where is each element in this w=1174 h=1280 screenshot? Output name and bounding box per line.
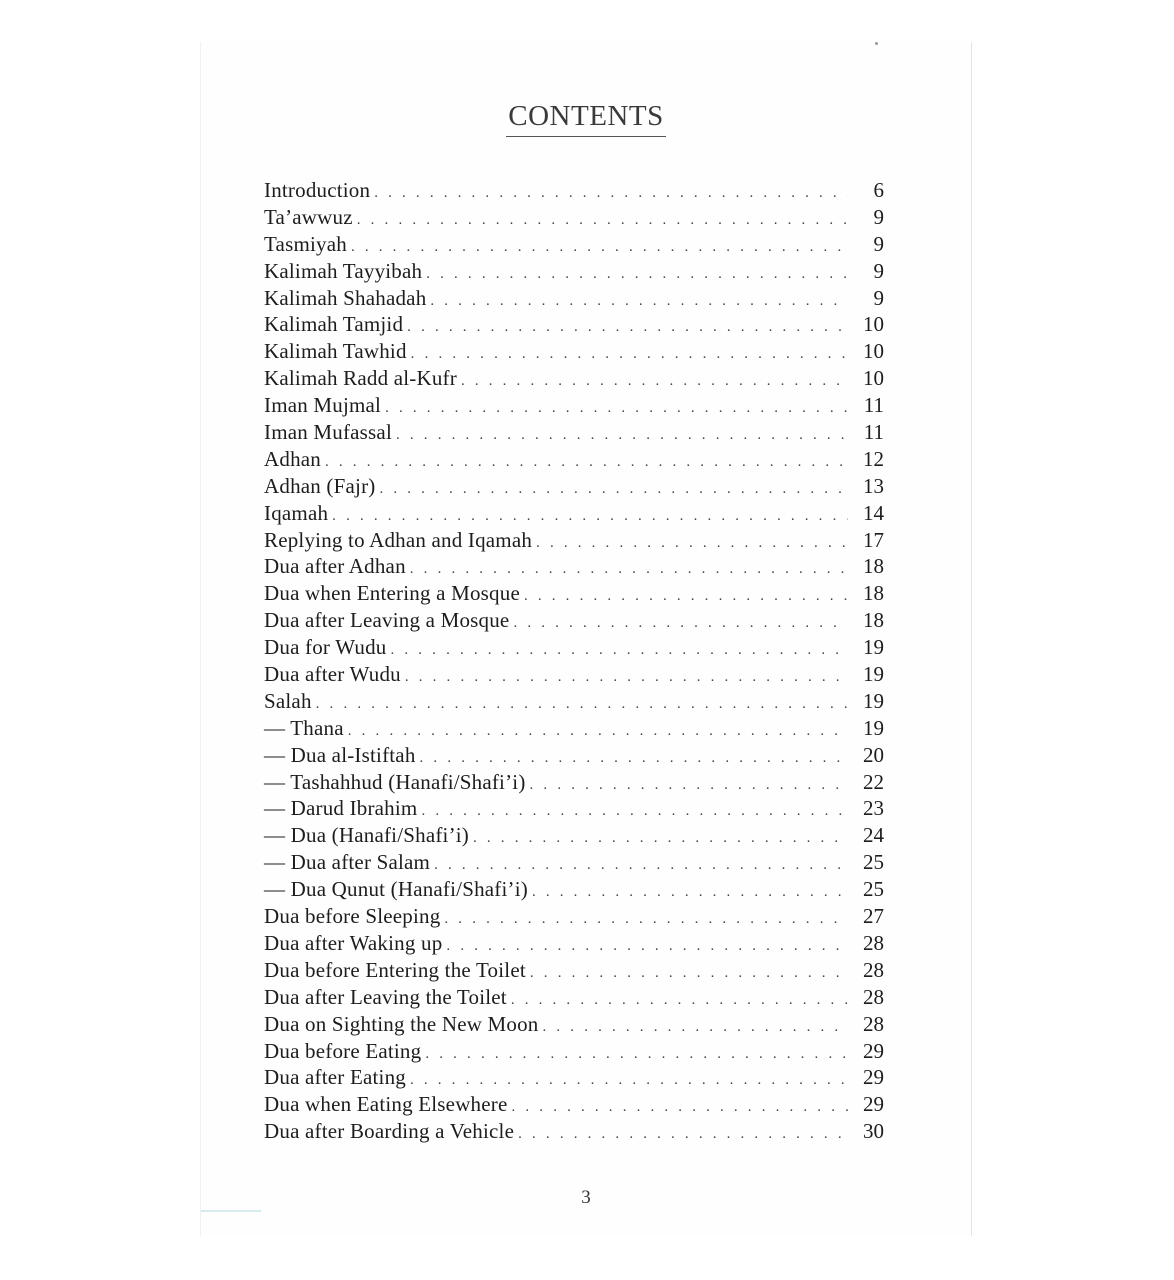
toc-entry — [264, 742, 884, 769]
dot-leader — [513, 610, 848, 637]
toc-entry-label: Replying to Adhan and Iqamah — [264, 527, 533, 552]
dot-leader — [426, 261, 848, 288]
toc-entry-page: 20 — [863, 742, 884, 767]
toc-entry-page: 14 — [863, 500, 884, 525]
toc-entry-label: Dua for Wudu — [264, 635, 387, 660]
toc-entry-page: 22 — [863, 769, 884, 794]
dot-leader — [446, 933, 848, 960]
dot-leader — [357, 207, 848, 234]
toc-entry-page: 25 — [863, 877, 884, 902]
toc-entry — [264, 1011, 884, 1038]
dot-leader — [421, 798, 848, 825]
toc-entry — [264, 258, 884, 285]
page-number: 3 — [581, 1187, 591, 1208]
toc-entry — [264, 338, 884, 365]
dot-leader — [461, 368, 848, 395]
book-page — [200, 42, 972, 1236]
toc-entry-label: — Darud Ibrahim — [264, 796, 418, 821]
dot-leader — [434, 852, 848, 879]
toc-entry — [264, 1091, 884, 1118]
toc-entry-label: Kalimah Tawhid — [264, 339, 407, 364]
toc-entry — [264, 1038, 884, 1065]
toc-entry-label: Adhan (Fajr) — [264, 473, 376, 498]
dot-leader — [411, 341, 848, 368]
toc-entry-label: Dua after Eating — [264, 1065, 406, 1090]
toc-entry-page: 28 — [863, 930, 884, 955]
toc-entry — [264, 231, 884, 258]
dot-leader — [518, 1121, 848, 1148]
toc-entry-page: 10 — [863, 312, 884, 337]
toc-entry — [264, 553, 884, 580]
dot-leader — [536, 530, 848, 557]
toc-entry-page: 11 — [863, 393, 884, 418]
dot-leader — [385, 395, 848, 422]
dot-leader — [420, 745, 848, 772]
toc-entry-page: 29 — [863, 1092, 884, 1117]
toc-entry-page: 18 — [863, 608, 884, 633]
dot-leader — [410, 1067, 848, 1094]
toc-entry — [264, 365, 884, 392]
toc-entry — [264, 204, 884, 231]
toc-entry-label: — Dua after Salam — [264, 850, 431, 875]
dot-leader — [530, 772, 848, 799]
toc-entry-label: Dua before Sleeping — [264, 904, 441, 929]
toc-entry — [264, 177, 884, 204]
toc-entry — [264, 527, 884, 554]
dot-leader — [524, 583, 848, 610]
dot-leader — [530, 960, 848, 987]
toc-entry-label: Dua on Sighting the New Moon — [264, 1011, 539, 1036]
toc-entry — [264, 715, 884, 742]
toc-entry-page: 10 — [863, 366, 884, 391]
toc-entry — [264, 392, 884, 419]
toc-entry-page: 19 — [863, 715, 884, 740]
toc-entry — [264, 446, 884, 473]
toc-entry — [264, 661, 884, 688]
toc-entry — [264, 688, 884, 715]
toc-entry — [264, 285, 884, 312]
toc-entry-page: 30 — [863, 1119, 884, 1144]
toc-entry-page: 28 — [863, 984, 884, 1009]
dot-leader — [316, 691, 848, 718]
toc-entry-label: Iman Mujmal — [264, 393, 382, 418]
toc-entry-label: — Dua (Hanafi/Shafi’i) — [264, 823, 469, 848]
dot-leader — [351, 234, 848, 261]
toc-entry-label: Kalimah Radd al-Kufr — [264, 366, 457, 391]
toc-entry-page: 18 — [863, 554, 884, 579]
toc-entry-page: 11 — [863, 420, 884, 445]
toc-entry-page: 17 — [863, 527, 884, 552]
page-title — [201, 100, 971, 137]
toc-entry-page: 9 — [873, 258, 884, 283]
table-of-contents — [264, 177, 884, 1145]
toc-entry-label: Dua after Waking up — [264, 930, 443, 955]
toc-entry-label: Kalimah Tamjid — [264, 312, 404, 337]
toc-entry-page: 29 — [863, 1065, 884, 1090]
toc-entry-label: Kalimah Tayyibah — [264, 258, 423, 283]
dot-leader — [405, 664, 848, 691]
toc-entry-label: — Tashahhud (Hanafi/Shafi’i) — [264, 769, 526, 794]
toc-entry-label: — Thana — [264, 715, 344, 740]
toc-entry-page: 25 — [863, 850, 884, 875]
dot-leader — [407, 314, 848, 341]
dot-leader — [332, 503, 848, 530]
page-speck — [875, 42, 878, 45]
toc-entry — [264, 795, 884, 822]
toc-entry — [264, 876, 884, 903]
dot-leader — [396, 422, 848, 449]
dot-leader — [325, 449, 848, 476]
toc-entry-label: Dua before Entering the Toilet — [264, 957, 526, 982]
toc-entry-page: 9 — [873, 285, 884, 310]
toc-entry-label: Salah — [264, 688, 312, 713]
toc-entry-page: 29 — [863, 1038, 884, 1063]
toc-entry — [264, 984, 884, 1011]
toc-entry — [264, 1118, 884, 1145]
toc-entry-page: 6 — [873, 178, 884, 202]
toc-entry-page: 18 — [863, 581, 884, 606]
toc-entry-label: — Dua Qunut (Hanafi/Shafi’i) — [264, 877, 528, 902]
toc-entry-page: 19 — [863, 688, 884, 713]
dot-leader — [532, 879, 848, 906]
toc-entry — [264, 580, 884, 607]
toc-entry-page: 28 — [863, 957, 884, 982]
toc-entry — [264, 419, 884, 446]
toc-entry-label: Dua before Eating — [264, 1038, 422, 1063]
dot-leader — [512, 1094, 849, 1121]
toc-entry-page: 13 — [863, 473, 884, 498]
toc-entry-label: Iman Mufassal — [264, 420, 392, 445]
toc-entry-label: Tasmiyah — [264, 231, 347, 256]
dot-leader — [430, 288, 848, 315]
toc-entry-page: 9 — [873, 204, 884, 229]
dot-leader — [390, 637, 848, 664]
contents-heading: CONTENTS — [506, 100, 665, 137]
toc-entry-page: 23 — [863, 796, 884, 821]
toc-entry-label: Dua after Adhan — [264, 554, 406, 579]
dot-leader — [425, 1041, 848, 1068]
toc-entry-label: Adhan — [264, 446, 321, 471]
toc-entry — [264, 769, 884, 796]
dot-leader — [473, 825, 848, 852]
toc-entry — [264, 903, 884, 930]
toc-entry — [264, 500, 884, 527]
toc-entry-label: Dua when Eating Elsewhere — [264, 1092, 508, 1117]
toc-entry-label: Dua after Leaving the Toilet — [264, 984, 507, 1009]
toc-entry-page: 19 — [863, 635, 884, 660]
toc-entry-page: 24 — [863, 823, 884, 848]
toc-entry-label: — Dua al-Istiftah — [264, 742, 416, 767]
toc-entry — [264, 849, 884, 876]
toc-entry-label: Dua after Boarding a Vehicle — [264, 1119, 515, 1144]
toc-entry — [264, 822, 884, 849]
dot-leader — [511, 987, 848, 1014]
toc-entry-label: Iqamah — [264, 500, 329, 525]
toc-entry-label: Introduction — [264, 178, 371, 202]
dot-leader — [348, 718, 848, 745]
scan-edge-mark — [201, 1210, 261, 1212]
toc-entry-label: Dua after Wudu — [264, 662, 401, 687]
toc-entry — [264, 930, 884, 957]
dot-leader — [410, 556, 848, 583]
toc-entry — [264, 311, 884, 338]
toc-entry-page: 10 — [863, 339, 884, 364]
toc-entry-page: 9 — [873, 231, 884, 256]
toc-entry — [264, 634, 884, 661]
toc-entry — [264, 957, 884, 984]
toc-entry-page: 19 — [863, 662, 884, 687]
toc-entry-page: 27 — [863, 904, 884, 929]
toc-entry-page: 12 — [863, 446, 884, 471]
toc-entry — [264, 1064, 884, 1091]
toc-entry — [264, 473, 884, 500]
dot-leader — [543, 1014, 849, 1041]
toc-entry-label: Dua when Entering a Mosque — [264, 581, 520, 606]
toc-entry-page: 28 — [863, 1011, 884, 1036]
dot-leader — [374, 180, 848, 207]
toc-entry-label: Kalimah Shahadah — [264, 285, 427, 310]
toc-entry-label: Ta’awwuz — [264, 204, 353, 229]
toc-entry-label: Dua after Leaving a Mosque — [264, 608, 510, 633]
toc-entry — [264, 607, 884, 634]
dot-leader — [444, 906, 848, 933]
dot-leader — [379, 476, 848, 503]
